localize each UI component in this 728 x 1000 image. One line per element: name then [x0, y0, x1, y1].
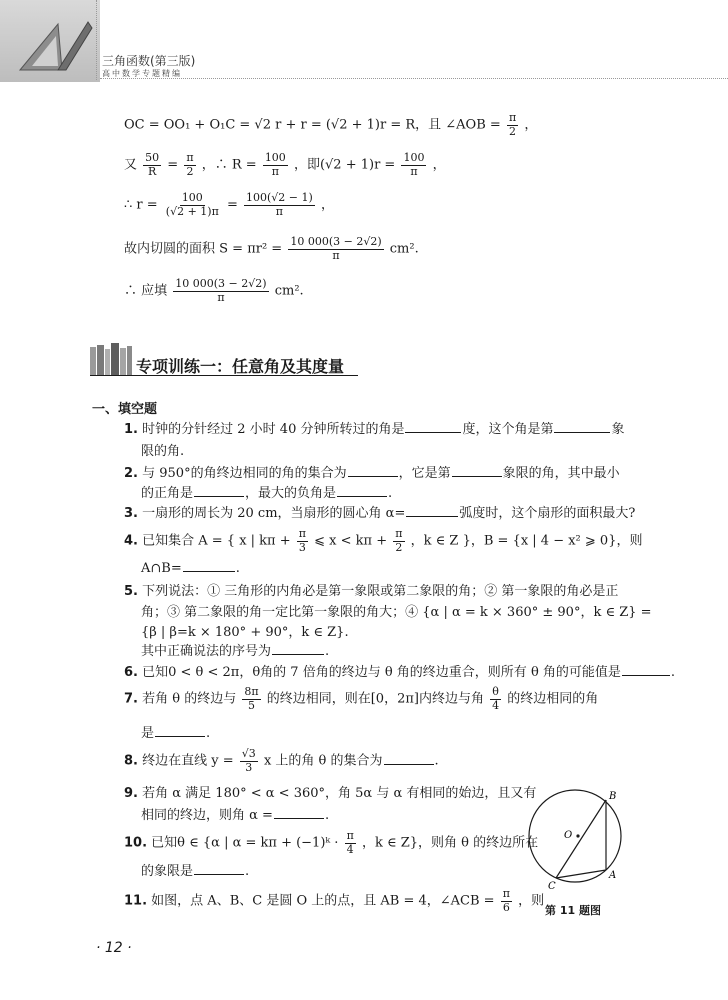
question-1-cont: 限的角. — [141, 444, 185, 459]
solution-line-1: OC = OO₁ + O₁C = √2 r + r = (√2 + 1)r = R，且 ∠AOB = $\frac{\pi}{2}$ ， — [124, 111, 538, 138]
answer-blank — [348, 463, 398, 477]
answer-blank — [272, 641, 324, 655]
question-4-cont: A∩B= . — [141, 558, 240, 576]
fraction: $\frac{√3}{3}$ — [241, 747, 256, 774]
solution-line-3: ∴ r = $\frac{100}{(√2 + 1)\pi}$ = $\frac{100(√2 - 1)}{\pi}$ ， — [124, 191, 334, 218]
answer-blank — [452, 463, 502, 477]
question-5-cont-1: 角；③ 第二象限的角一定比第一象限的角大；④ {α | α = k × 360° ± 90°，k ∈ Z} = — [141, 605, 652, 620]
fraction: $\frac{10 000(3 - 2√2)}{\pi}$ — [290, 235, 382, 262]
book-subtitle: 高中数学专题精编 — [102, 69, 182, 78]
fraction: $\frac{100}{\pi}$ — [264, 151, 286, 178]
center-dot — [576, 834, 579, 837]
header-divider — [96, 0, 97, 80]
answer-blank — [384, 751, 434, 765]
question-7: 7. 若角 θ 的终边与 $\frac{8\pi}{5}$ 的终边相同，则在[0，2π]内终边与角 $\frac{\theta}{4}$ 的终边相同的角 — [124, 685, 599, 712]
question-4: 4. 已知集合 A = { x | kπ + $\frac{\pi}{3}$ ⩽ x < kπ + $\frac{\pi}{2}$ ，k ∈ Z }，B = {x | 4 − x² ⩾ 0}，则 — [124, 527, 643, 554]
solution-line-4: 故内切圆的面积 S = πr² = $\frac{10 000(3 - 2√2)}{\pi}$ cm². — [124, 235, 419, 262]
answer-blank — [274, 805, 324, 819]
label-b: B — [609, 791, 617, 802]
circle-figure — [520, 784, 630, 894]
fraction: $\frac{\pi}{2}$ — [508, 111, 517, 138]
fraction: $\frac{\theta}{4}$ — [492, 685, 500, 712]
fraction: $\frac{\pi}{2}$ — [395, 527, 403, 554]
label-a: A — [609, 870, 617, 881]
question-3: 3. 一扇形的周长为 20 cm，当扇形的圆心角 α= 弧度时，这个扇形的面积最大? — [124, 502, 635, 521]
label-o: O — [564, 830, 573, 841]
books-icon — [90, 343, 132, 375]
question-5-cont-3: 其中正确说法的序号为 . — [141, 640, 329, 659]
question-10: 10. 已知θ ∈ {α | α = kπ + (−1)ᵏ · $\frac{\pi}{4}$ ，k ∈ Z}，则角 θ 的终边所在 — [124, 829, 539, 856]
question-1: 1. 时钟的分针经过 2 小时 40 分钟所转过的角是 度，这个角是第 象 — [124, 418, 625, 437]
fraction: $\frac{\pi}{2}$ — [186, 151, 194, 178]
answer-blank — [183, 558, 235, 572]
solution-line-5: ∴ 应填 $\frac{10 000(3 - 2√2)}{\pi}$ cm². — [124, 277, 304, 304]
question-5: 5. 下列说法：① 三角形的内角必是第一象限或第二象限的角；② 第一象限的角必是正 — [124, 584, 619, 599]
question-5-cont-2: {β | β=k × 180° + 90°，k ∈ Z}. — [141, 625, 349, 640]
answer-blank — [406, 503, 458, 517]
page-number: · 12 · — [96, 940, 132, 956]
fraction: $\frac{8\pi}{5}$ — [244, 685, 259, 712]
fraction: $\frac{100}{(√2 + 1)\pi}$ — [165, 191, 219, 218]
section-title: 专项训练一：任意角及其度量 — [136, 357, 345, 376]
header-rule — [100, 78, 728, 79]
question-10-cont: 的象限是 . — [141, 860, 249, 879]
question-7-cont: 是 . — [141, 722, 210, 741]
question-9: 9. 若角 α 满足 180° < α < 360°，角 5α 与 α 有相同的始边，且又有 — [124, 786, 537, 801]
question-6: 6. 已知0 < θ < 2π，θ角的 7 倍角的终边与 θ 角的终边重合，则所有 θ 角的可能值是 . — [124, 661, 675, 680]
fraction: $\frac{10 000(3 - 2√2)}{\pi}$ — [175, 277, 267, 304]
answer-blank — [155, 723, 205, 737]
circle-o — [529, 790, 621, 882]
answer-blank — [337, 483, 387, 497]
section-underline — [90, 375, 358, 376]
fraction: $\frac{100(√2 - 1)}{\pi}$ — [246, 191, 313, 218]
label-c: C — [548, 881, 556, 892]
fraction: $\frac{\pi}{4}$ — [346, 829, 354, 856]
question-11: 11. 如图，点 A、B、C 是圆 O 上的点，且 AB = 4，∠ACB = $\frac{\pi}{6}$ ，则 — [124, 887, 545, 914]
question-2-cont: 的正角是 ，最大的负角是 . — [141, 482, 392, 501]
figure-caption: 第 11 题图 — [545, 904, 601, 917]
answer-blank — [622, 662, 670, 676]
answer-blank — [405, 419, 461, 433]
answer-blank — [194, 483, 244, 497]
segment-ca — [556, 870, 606, 878]
fraction: $\frac{\pi}{6}$ — [502, 887, 510, 914]
question-9-cont: 相同的终边，则角 α = . — [141, 804, 329, 823]
fraction: $\frac{\pi}{3}$ — [298, 527, 307, 554]
solution-line-2: 又 $\frac{50}{R}$ = $\frac{\pi}{2}$ ，∴ R = $\frac{100}{\pi}$ ，即(√2 + 1)r = $\frac{100}{\pi}$ ， — [124, 151, 446, 178]
fraction: $\frac{100}{\pi}$ — [403, 151, 425, 178]
set-square-logo-icon — [18, 18, 96, 74]
question-2: 2. 与 950°的角终边相同的角的集合为 ，它是第 象限的角，其中最小 — [124, 462, 620, 481]
fraction: $\frac{50}{R}$ — [145, 151, 160, 178]
answer-blank — [554, 419, 610, 433]
book-title: 三角函数(第三版) — [102, 54, 196, 68]
answer-blank — [194, 861, 244, 875]
sub-heading: 一、填空题 — [92, 402, 158, 417]
question-8: 8. 终边在直线 y = $\frac{√3}{3}$ x 上的角 θ 的集合为 . — [124, 747, 439, 774]
